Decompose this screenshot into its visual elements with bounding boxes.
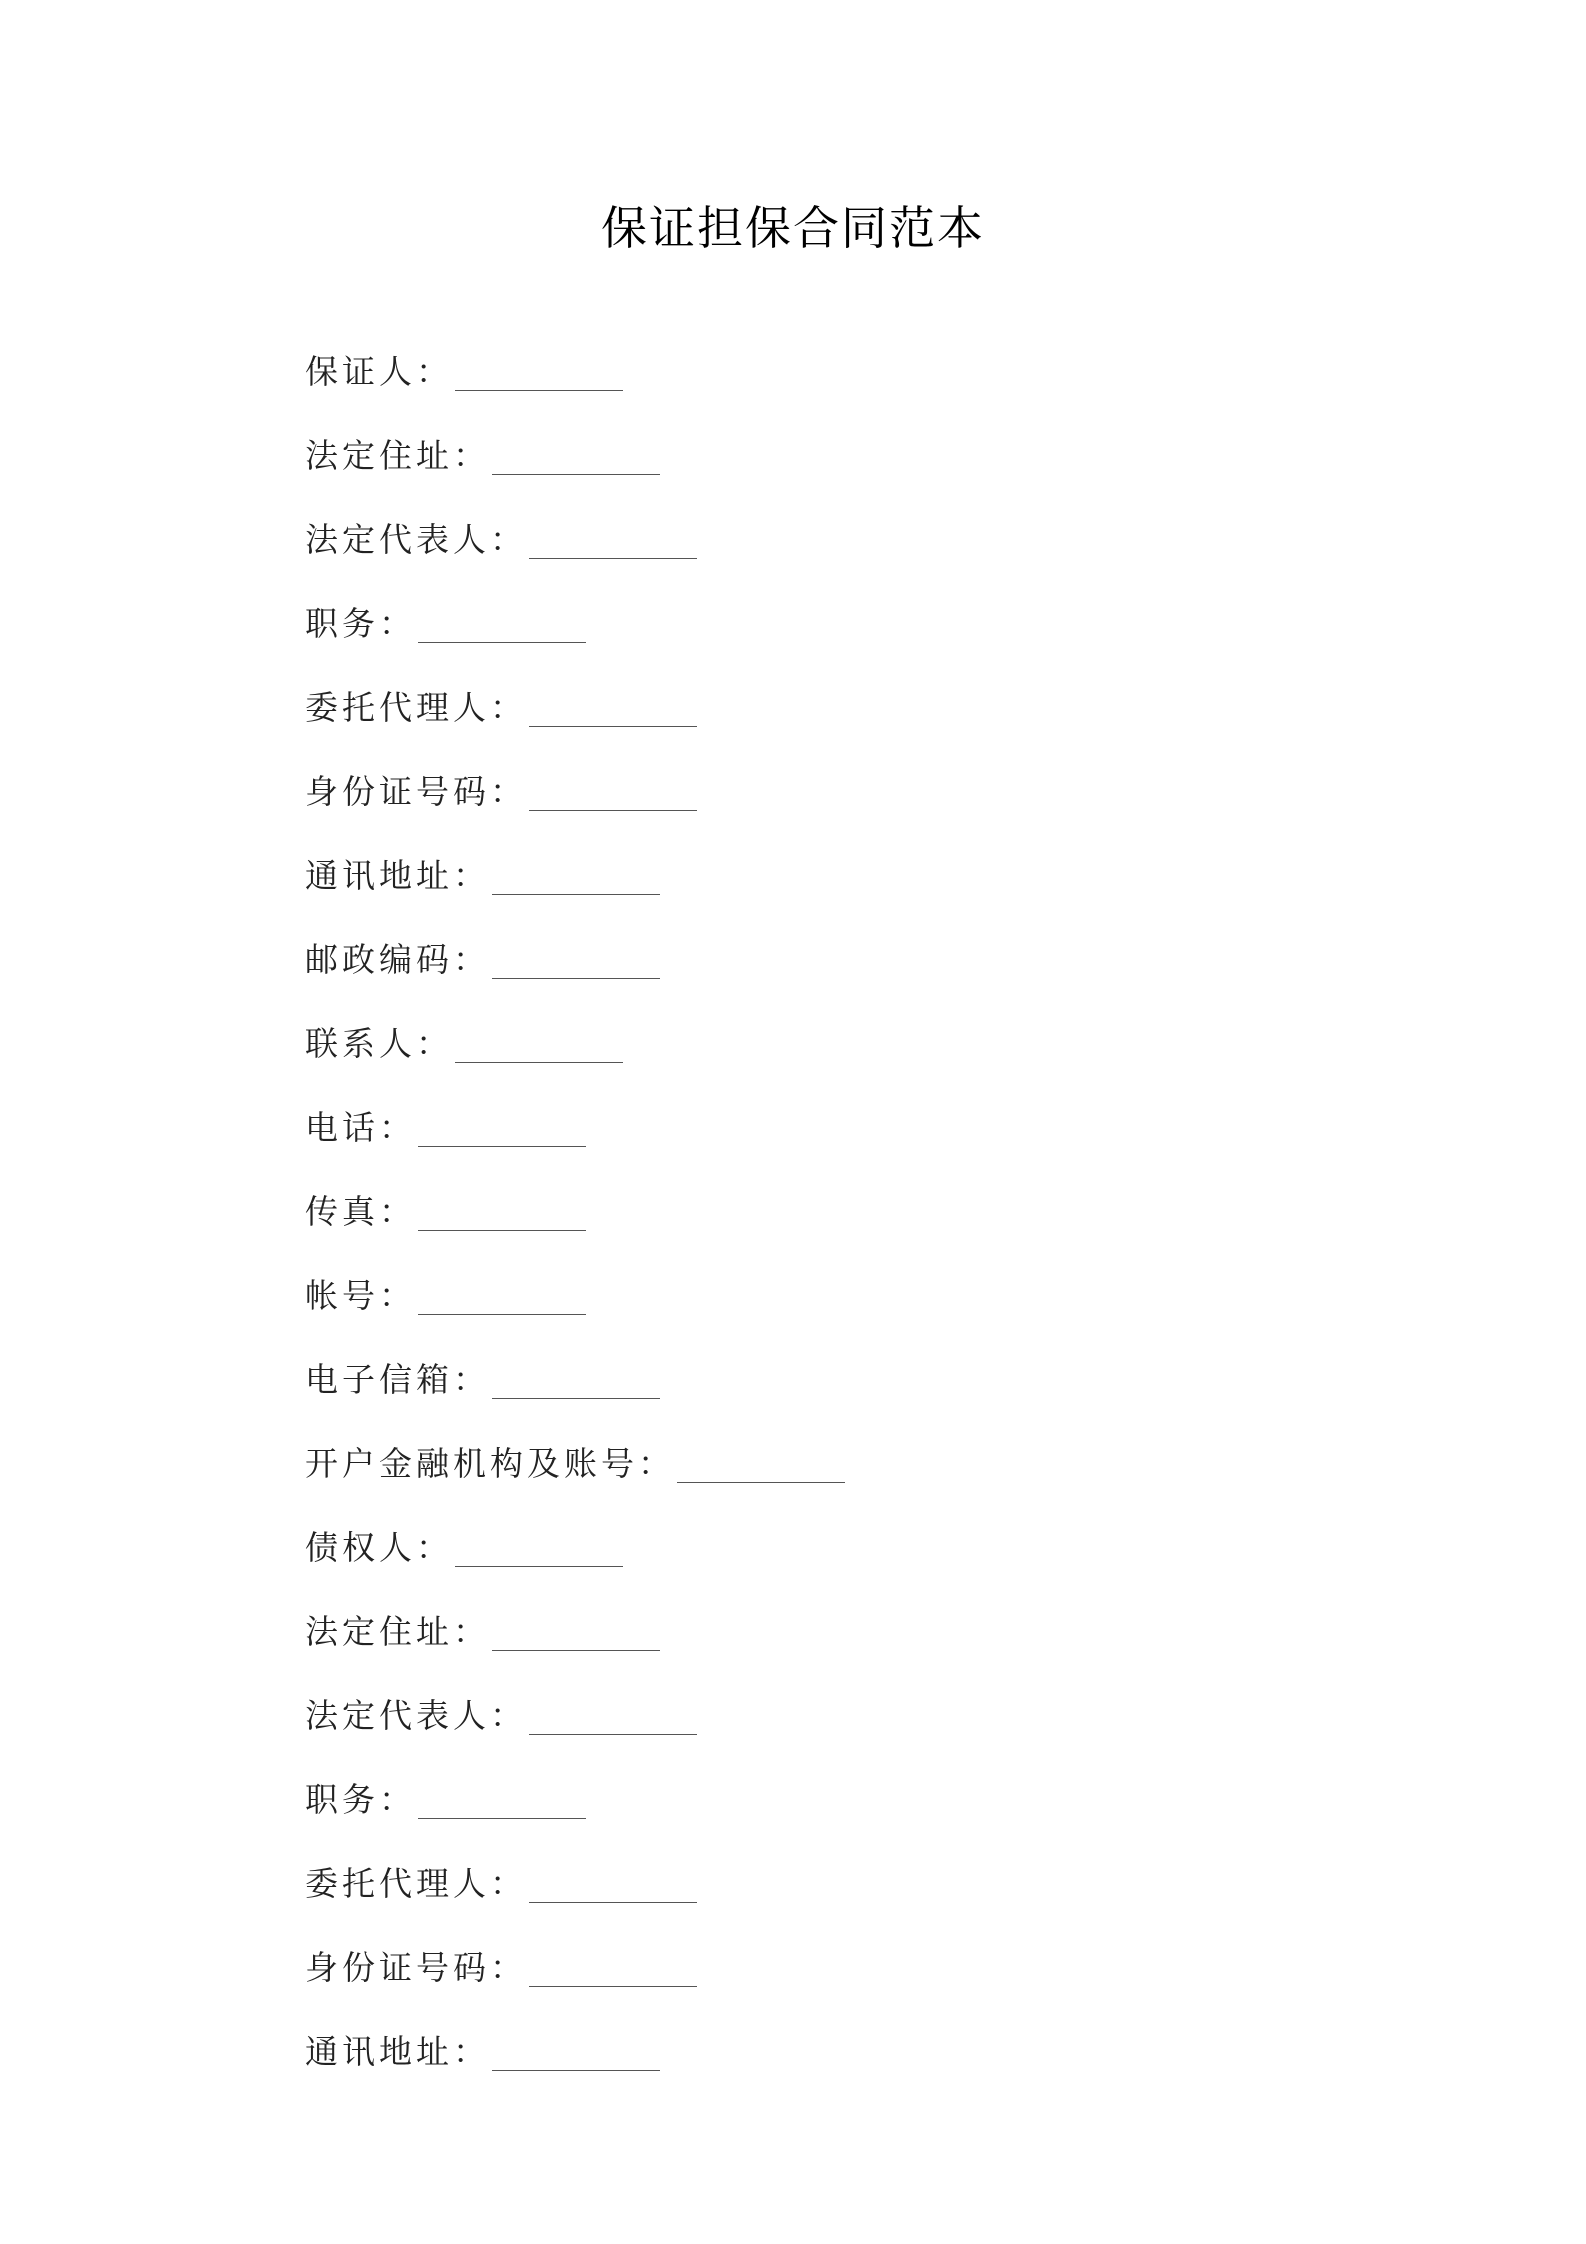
- field-blank: [529, 1956, 697, 1987]
- field-blank: [455, 360, 623, 391]
- field-blank: [492, 948, 660, 979]
- field-guarantor-account: [305, 1251, 845, 1335]
- field-blank: [529, 1704, 697, 1735]
- field-label: 法定代表人：: [305, 1695, 527, 1735]
- field-blank: [529, 1872, 697, 1903]
- field-blank: [418, 1200, 586, 1231]
- field-label: 联系人：: [305, 1023, 453, 1063]
- field-label: 债权人：: [305, 1527, 453, 1567]
- field-label: 通讯地址：: [305, 855, 490, 895]
- field-label: 法定住址：: [305, 1611, 490, 1651]
- field-creditor-legal-representative: [305, 1671, 845, 1755]
- field-blank: [418, 1284, 586, 1315]
- field-creditor-id-number: [305, 1923, 845, 2007]
- field-guarantor-mailing-address: [305, 831, 845, 915]
- field-creditor: [305, 1503, 845, 1587]
- field-guarantor-legal-representative: [305, 495, 845, 579]
- field-label: 委托代理人：: [305, 687, 527, 727]
- field-blank: [492, 864, 660, 895]
- field-blank: [529, 696, 697, 727]
- field-creditor-position: [305, 1755, 845, 1839]
- field-guarantor-agent: [305, 663, 845, 747]
- field-label: 身份证号码：: [305, 1947, 527, 1987]
- field-blank: [492, 2040, 660, 2071]
- field-guarantor-id-number: [305, 747, 845, 831]
- field-label: 电子信箱：: [305, 1359, 490, 1399]
- field-blank: [492, 444, 660, 475]
- field-creditor-mailing-address: [305, 2007, 845, 2091]
- field-label: 委托代理人：: [305, 1863, 527, 1903]
- field-blank: [529, 528, 697, 559]
- field-blank: [529, 780, 697, 811]
- field-blank: [418, 1788, 586, 1819]
- field-label: 通讯地址：: [305, 2031, 490, 2071]
- field-guarantor-bank-account: [305, 1419, 845, 1503]
- field-guarantor-legal-address: [305, 411, 845, 495]
- field-blank: [455, 1032, 623, 1063]
- field-label: 传真：: [305, 1191, 416, 1231]
- field-guarantor-contact: [305, 999, 845, 1083]
- field-label: 邮政编码：: [305, 939, 490, 979]
- party-info-fields: [305, 327, 845, 2091]
- field-creditor-agent: [305, 1839, 845, 1923]
- field-guarantor-position: [305, 579, 845, 663]
- field-blank: [418, 612, 586, 643]
- field-label: 电话：: [305, 1107, 416, 1147]
- field-label: 职务：: [305, 603, 416, 643]
- field-label: 法定代表人：: [305, 519, 527, 559]
- field-blank: [492, 1368, 660, 1399]
- field-blank: [418, 1116, 586, 1147]
- field-guarantor: [305, 327, 845, 411]
- field-blank: [677, 1452, 845, 1483]
- field-label: 帐号：: [305, 1275, 416, 1315]
- field-guarantor-phone: [305, 1083, 845, 1167]
- field-label: 法定住址：: [305, 435, 490, 475]
- field-label: 开户金融机构及账号：: [305, 1443, 675, 1483]
- document-title: 保证担保合同范本: [601, 201, 985, 255]
- field-blank: [455, 1536, 623, 1567]
- field-label: 职务：: [305, 1779, 416, 1819]
- field-label: 保证人：: [305, 351, 453, 391]
- field-creditor-legal-address: [305, 1587, 845, 1671]
- field-label: 身份证号码：: [305, 771, 527, 811]
- field-guarantor-fax: [305, 1167, 845, 1251]
- field-guarantor-postal-code: [305, 915, 845, 999]
- field-guarantor-email: [305, 1335, 845, 1419]
- field-blank: [492, 1620, 660, 1651]
